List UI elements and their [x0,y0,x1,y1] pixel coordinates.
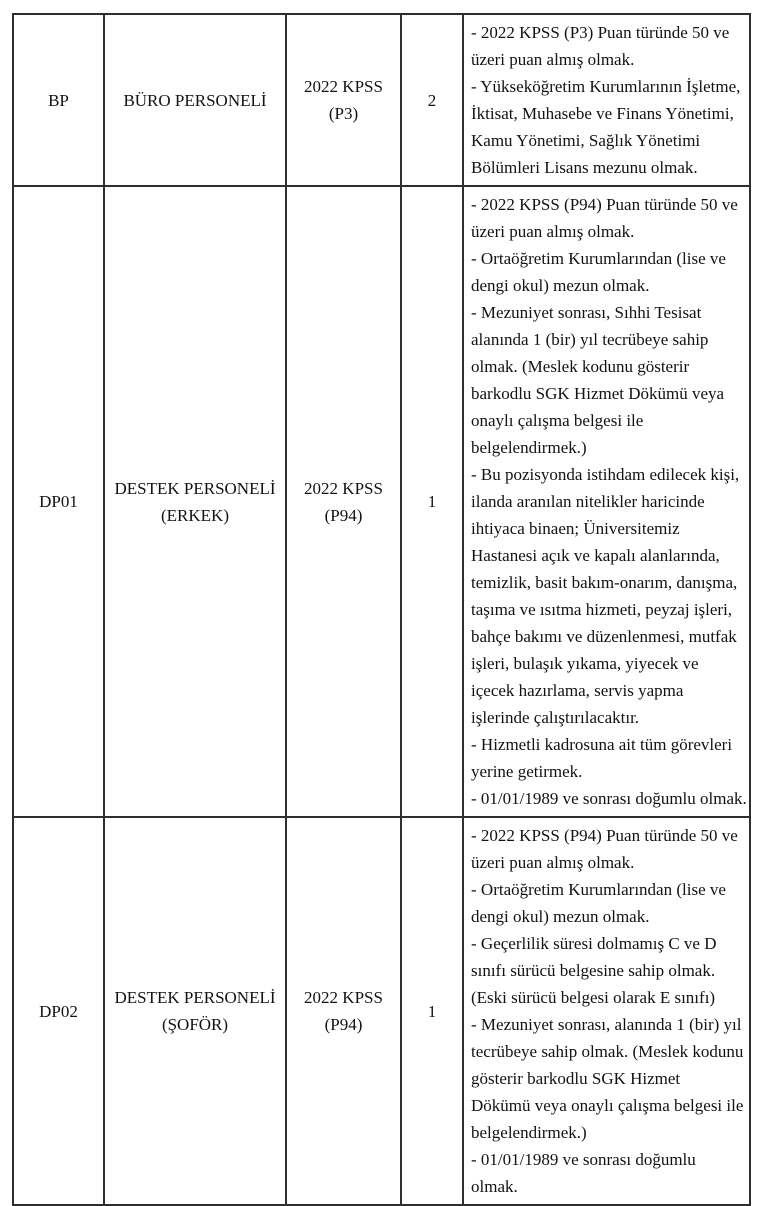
position-line: (ERKEK) [161,505,229,525]
exam-line: 2022 KPSS [304,478,383,498]
requirement-line: dengi okul) mezun olmak. [471,276,650,295]
requirement-line: - 2022 KPSS (P94) Puan türünde 50 ve [471,826,738,845]
requirement-line: barkodlu SGK Hizmet Dökümü veya [471,384,725,403]
requirement-line: işlerinde çalıştırılacaktır. [471,708,640,727]
requirement-line: - Mezuniyet sonrası, alanında 1 (bir) yıl [471,1015,742,1034]
position-line: DESTEK PERSONELİ [114,988,276,1007]
requirement-line: işleri, bulaşık yıkama, yiyecek ve [471,654,699,673]
requirement-line: içecek hazırlama, servis yapma [471,681,684,700]
requirement-line: sınıfı sürücü belgesine sahip olmak. [471,961,716,980]
table-body [13,14,750,1205]
requirement-line: - 2022 KPSS (P3) Puan türünde 50 ve [471,23,730,42]
requirement-line: - Yükseköğretim Kurumlarının İşletme, [471,77,741,96]
position-cell [104,186,286,817]
requirement-line: - Mezuniyet sonrası, Sıhhi Tesisat [471,303,702,322]
position-cell [104,817,286,1205]
requirement-line: - 01/01/1989 ve sonrası doğumlu olmak. [471,789,747,808]
requirement-line: yerine getirmek. [471,762,583,781]
position-cell [104,14,286,186]
requirement-line: taşıma ve ısıtma hizmeti, peyzaj işleri, [471,600,733,619]
count-cell: 1 [401,186,463,817]
requirements-cell [463,817,750,1205]
requirement-line: Hastanesi açık ve kapalı alanlarında, [471,546,720,565]
requirement-line: Dökümü veya onaylı çalışma belgesi ile [471,1096,744,1115]
exam-line: (P94) [324,505,363,525]
table-row [13,186,750,817]
requirement-line: üzeri puan almış olmak. [471,853,635,872]
requirement-line: bahçe bakımı ve düzenlenmesi, mutfak [471,627,737,646]
requirement-line: belgelendirmek.) [471,438,587,457]
requirement-line: olmak. (Meslek kodunu gösterir [471,357,690,376]
count-cell: 1 [401,817,463,1205]
requirement-line: Kamu Yönetimi, Sağlık Yönetimi [471,131,701,150]
position-line: BÜRO PERSONELİ [123,90,267,110]
requirement-line: Bölümleri Lisans mezunu olmak. [471,158,698,177]
exam-line: 2022 KPSS [304,77,383,96]
requirement-line: olmak. [471,1177,518,1196]
requirement-line: ilanda aranılan nitelikler haricinde [471,492,705,511]
requirement-line: üzeri puan almış olmak. [471,222,635,241]
requirement-line: - Geçerlilik süresi dolmamış C ve D [471,934,717,953]
requirement-line: ihtiyaca binaen; Üniversitemiz [471,519,680,538]
job-postings-table [12,13,751,1206]
requirement-line: temizlik, basit bakım-onarım, danışma, [471,573,738,592]
requirement-line: - Ortaöğretim Kurumlarından (lise ve [471,880,726,899]
requirement-line: alanında 1 (bir) yıl tecrübeye sahip [471,330,709,349]
exam-cell [286,14,401,186]
requirement-line: üzeri puan almış olmak. [471,50,635,69]
table-row [13,14,750,186]
exam-line: 2022 KPSS [304,988,383,1007]
requirement-line: tecrübeye sahip olmak. (Meslek kodunu [471,1042,744,1061]
requirement-line: onaylı çalışma belgesi ile [471,411,644,430]
position-line: DESTEK PERSONELİ [114,478,276,498]
exam-line: (P3) [328,104,359,123]
requirement-line: - 01/01/1989 ve sonrası doğumlu [471,1150,696,1169]
code-cell: BP [13,14,104,186]
requirement-line: dengi okul) mezun olmak. [471,907,650,926]
requirements-cell [463,14,750,186]
exam-cell [286,817,401,1205]
table-row [13,817,750,1205]
count-cell: 2 [401,14,463,186]
requirement-line: (Eski sürücü belgesi olarak E sınıfı) [471,988,716,1007]
code-cell: DP02 [13,817,104,1205]
requirements-cell [463,186,750,817]
requirement-line: gösterir barkodlu SGK Hizmet [471,1069,681,1088]
requirement-line: - Bu pozisyonda istihdam edilecek kişi, [471,465,740,484]
exam-cell [286,186,401,817]
requirement-line: İktisat, Muhasebe ve Finans Yönetimi, [471,104,734,123]
position-line: (ŞOFÖR) [161,1015,229,1034]
exam-line: (P94) [324,1015,363,1034]
requirement-line: - Ortaöğretim Kurumlarından (lise ve [471,249,726,268]
requirement-line: belgelendirmek.) [471,1123,587,1142]
requirement-line: - Hizmetli kadrosuna ait tüm görevleri [471,735,733,754]
code-cell: DP01 [13,186,104,817]
requirement-line: - 2022 KPSS (P94) Puan türünde 50 ve [471,195,738,214]
